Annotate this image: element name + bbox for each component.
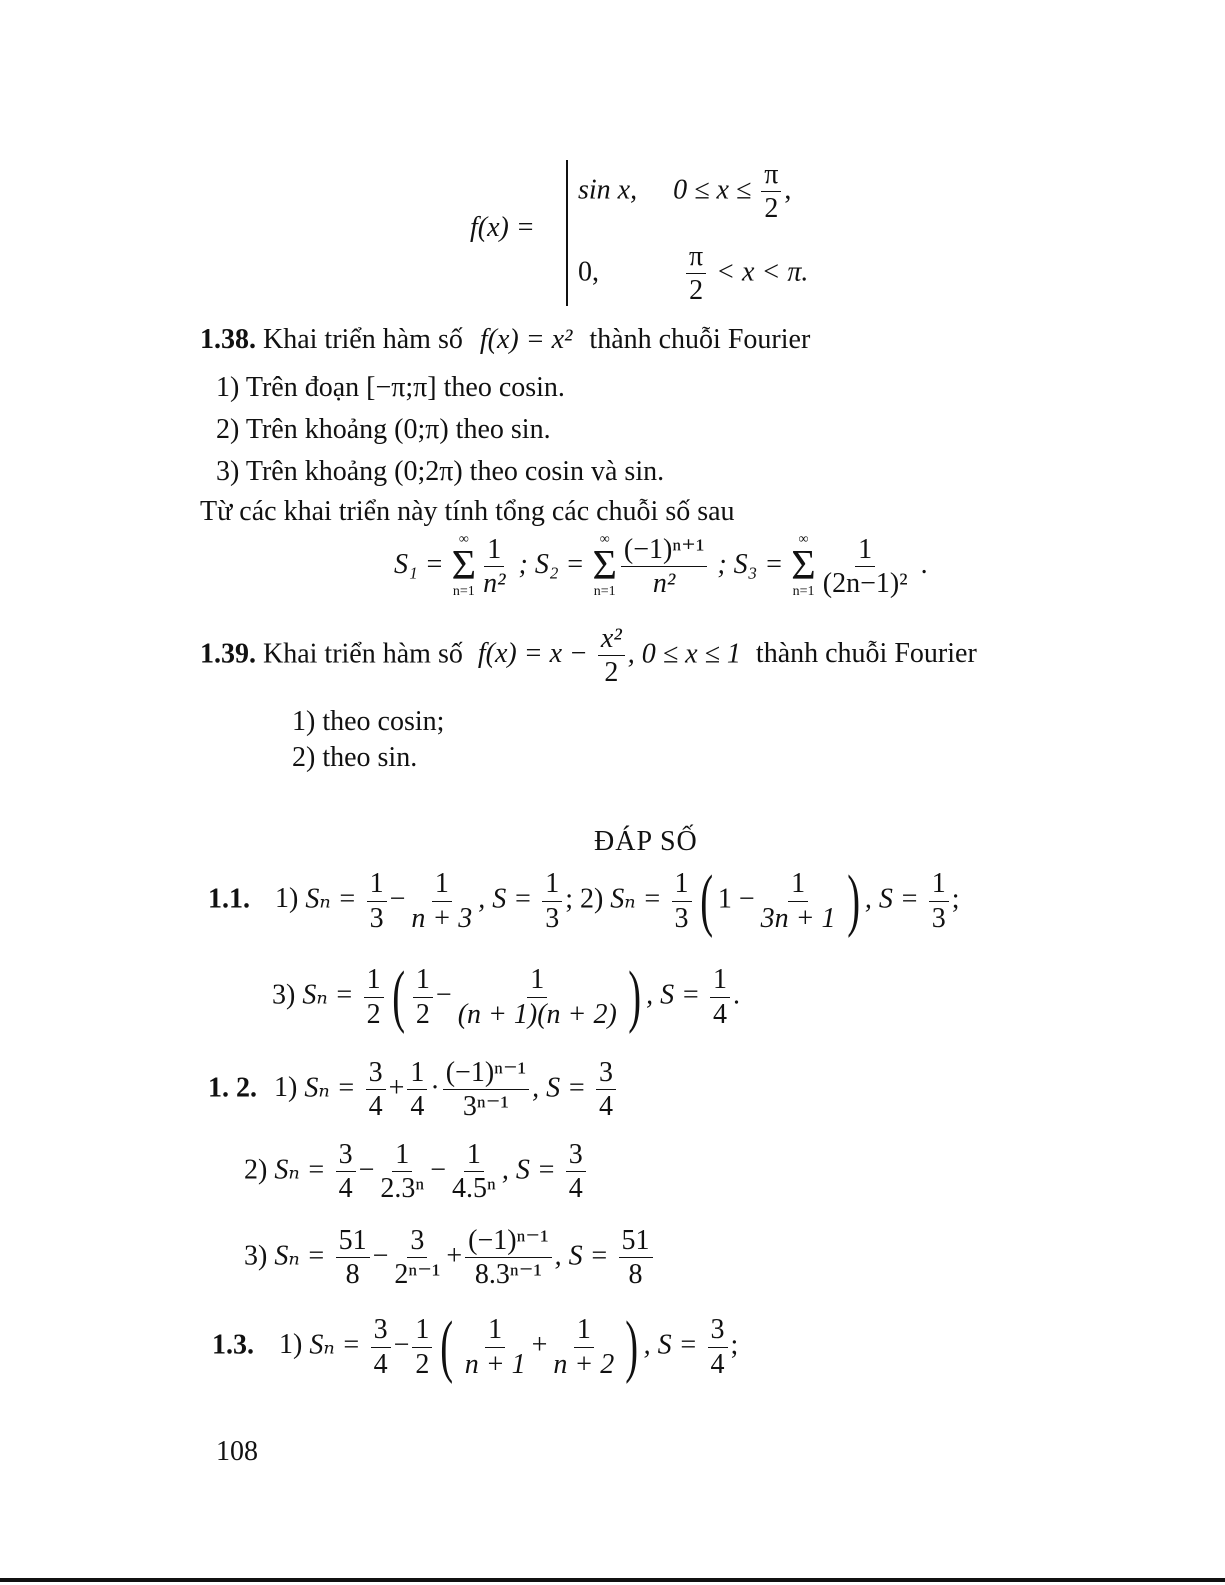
- fraction: $\frac{1}{2}$: [364, 965, 384, 1029]
- fraction: $\frac{1}{2}$: [413, 965, 433, 1029]
- piecewise-lhs: f(x) =: [470, 212, 535, 243]
- page-number: 108: [216, 1436, 258, 1467]
- fraction: $\frac{1}{\text{(2n−1)²}}$: [822, 533, 908, 600]
- fraction: $\frac{1}{2}$: [412, 1315, 432, 1379]
- exercise-1-39-item-1: 1) theo cosin;: [292, 706, 445, 737]
- fraction: $\frac{1}{n + 3}$: [411, 868, 473, 934]
- fraction: $\frac{1}{4}$: [407, 1058, 427, 1122]
- fraction: $\frac{\text{(−1)ⁿ⁻¹}}{\text{8.3ⁿ⁻¹}}$: [465, 1226, 551, 1290]
- fraction: $\frac{1}{3}$: [672, 869, 692, 933]
- fraction: $\frac{3}{4}$: [366, 1058, 386, 1122]
- fraction: $\frac{\text{(−1)ⁿ⁺¹}}{\text{n²}}$: [621, 535, 707, 599]
- fraction: $\frac{1}{\text{2.3ⁿ}}$: [380, 1139, 425, 1205]
- fraction: $\frac{3}{4}$: [708, 1315, 728, 1379]
- exercise-1-38-item-1: 1) Trên đoạn [−π;π] theo cosin.: [216, 372, 565, 403]
- fraction: $\frac{\text{x²}}{2}$: [598, 624, 625, 688]
- answer-1-2-line-1: 1. 2. 1) Sₙ = $\frac{3}{4}$ + $\frac{1}{4}$ · $\frac{\text{(−1)ⁿ⁻¹}}{\text{3ⁿ⁻¹}}$ , S = $\frac{3}{4}$: [208, 1058, 619, 1122]
- exercise-1-38-heading: 1.38. Khai triển hàm số f(x) = x² thành chuỗi Fourier: [200, 324, 811, 355]
- answer-1-2-line-2: 2) Sₙ = $\frac{3}{4}$ − $\frac{1}{\text{2.3ⁿ}}$ − $\frac{1}{\text{4.5ⁿ}}$ , S = $\frac{3}{4}$: [244, 1140, 589, 1204]
- fraction: $\frac{3}{4}$: [336, 1140, 356, 1204]
- exercise-1-38-item-3: 3) Trên khoảng (0;2π) theo cosin và sin.: [216, 456, 665, 487]
- fraction: $\frac{\text{(−1)ⁿ⁻¹}}{\text{3ⁿ⁻¹}}$: [443, 1058, 529, 1122]
- bottom-border: [0, 1578, 1225, 1582]
- fraction: $\frac{51}{8}$: [619, 1226, 653, 1290]
- fraction: $\frac{1}{\text{n²}}$: [483, 533, 506, 600]
- fraction: $\frac{1}{4}$: [710, 965, 730, 1029]
- fraction: $\frac{\pi}{2}$: [761, 160, 781, 224]
- fraction: $\frac{1}{3}$: [367, 869, 387, 933]
- exercise-1-38-sum-intro: Từ các khai triển này tính tổng các chuỗi số sau: [200, 496, 735, 527]
- fraction: $\frac{1}{\text{4.5ⁿ}}$: [452, 1139, 496, 1205]
- piecewise-case1: sin x, 0 ≤ x ≤ $\frac{\pi}{2}$ ,: [578, 159, 792, 225]
- fraction: $\frac{1}{n + 1}$: [464, 1314, 526, 1380]
- fraction: $\frac{1}{n + 2}$: [553, 1314, 615, 1380]
- fraction: $\frac{3}{4}$: [371, 1315, 391, 1379]
- fraction: $\frac{1}{(n + 1)(n + 2)}$: [457, 964, 617, 1030]
- sigma-symbol: ∞ Σ n=1: [791, 532, 816, 600]
- answer-1-3-line-1: 1.3. 1) Sₙ = $\frac{3}{4}$ − $\frac{1}{2}$ ( $\frac{1}{n + 1}$ + $\frac{1}{n + 2}$ ) , S = $\frac{3}{4}$ ;: [212, 1308, 739, 1385]
- piecewise-brace: [566, 160, 568, 306]
- exercise-1-38-item-2: 2) Trên khoảng (0;π) theo sin.: [216, 414, 551, 445]
- answer-1-2-line-3: 3) Sₙ = $\frac{51}{8}$ − $\frac{3}{\text{2ⁿ⁻¹}}$ + $\frac{\text{(−1)ⁿ⁻¹}}{\text{8.3ⁿ⁻¹}}$ , S = $\frac{51}{8}$: [244, 1226, 656, 1290]
- fraction: $\frac{\pi}{2}$: [686, 242, 706, 306]
- answers-title: ĐÁP SỐ: [594, 826, 698, 857]
- fraction: $\frac{3}{4}$: [566, 1140, 586, 1204]
- exercise-1-39-item-2: 2) theo sin.: [292, 742, 418, 773]
- piecewise-case2: 0, $\frac{\pi}{2}$ < x < π.: [578, 241, 809, 307]
- fraction: $\frac{1}{3n + 1}$: [760, 868, 836, 934]
- series-sums: S₁ = ∞ Σ n=1 $\frac{1}{\text{n²}}$ ; S₂ = ∞ Σ n=1 $\frac{\text{(−1)ⁿ⁺¹}}{\text{n²}}$ ; S₃ = ∞ Σ n=1 $\frac{1}{\text{(2n−1)²}}$ .: [394, 532, 928, 600]
- fraction: $\frac{3}{4}$: [596, 1058, 616, 1122]
- exercise-1-39-heading: 1.39. Khai triển hàm số f(x) = x − $\frac{\text{x²}}{2}$ , 0 ≤ x ≤ 1 thành chuỗi Fourier: [200, 623, 977, 689]
- fraction: $\frac{1}{3}$: [542, 869, 562, 933]
- answer-1-1-line-2: 3) Sₙ = $\frac{1}{2}$ ( $\frac{1}{2}$ − $\frac{1}{(n + 1)(n + 2)}$ ) , S = $\frac{1}{4}$ .: [272, 958, 740, 1035]
- answer-1-1-line-1: 1.1. 1) Sₙ = $\frac{1}{3}$ − $\frac{1}{n + 3}$ , S = $\frac{1}{3}$ ; 2) Sₙ = $\frac{1}{3}$ ( 1 − $\frac{1}{3n + 1}$ ) , S = $\frac{1}{3}$ ;: [208, 862, 960, 939]
- fraction: $\frac{1}{3}$: [929, 869, 949, 933]
- fraction: $\frac{3}{\text{2ⁿ⁻¹}}$: [394, 1225, 441, 1291]
- sigma-symbol: ∞ Σ n=1: [592, 532, 617, 600]
- fraction: $\frac{51}{8}$: [336, 1226, 370, 1290]
- sigma-symbol: ∞ Σ n=1: [451, 532, 477, 600]
